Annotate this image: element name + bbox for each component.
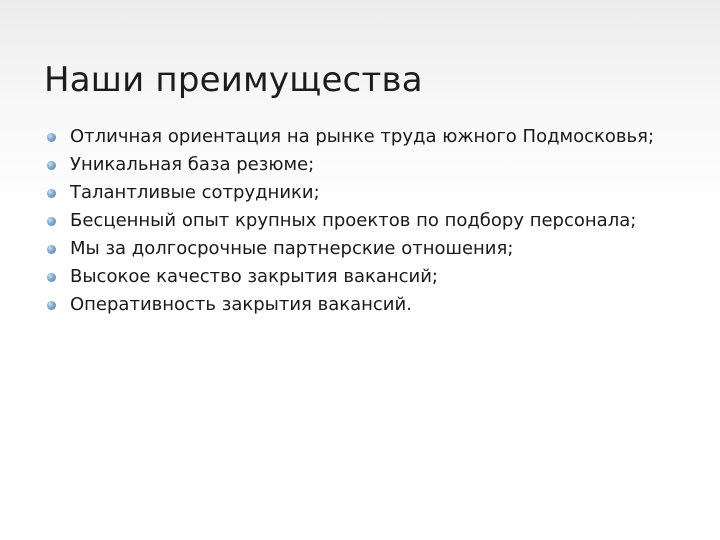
bullet-text: Уникальная база резюме; — [70, 154, 315, 175]
bullet-dot-icon — [47, 133, 56, 142]
bullet-dot-icon — [47, 161, 56, 170]
bullet-dot-icon — [47, 245, 56, 254]
bullet-item — [44, 181, 704, 205]
bullet-item — [44, 125, 704, 149]
bullet-text: Отличная ориентация на рынке труда южного Подмосковья; — [70, 126, 655, 147]
bullet-dot-icon — [47, 189, 56, 198]
bullet-text: Талантливые сотрудники; — [70, 182, 320, 203]
bullet-text: Оперативность закрытия вакансий. — [70, 294, 412, 315]
bullet-item — [44, 293, 704, 317]
bullet-text: Высокое качество закрытия вакансий; — [70, 266, 438, 287]
bullet-item — [44, 265, 704, 289]
bullet-item — [44, 209, 704, 233]
bullet-dot-icon — [47, 273, 56, 282]
bullet-list — [44, 125, 704, 321]
slide-title: Наши преимущества — [44, 60, 423, 100]
bullet-dot-icon — [47, 301, 56, 310]
bullet-text: Бесценный опыт крупных проектов по подбору персонала; — [70, 210, 637, 231]
bullet-item — [44, 153, 704, 177]
bullet-dot-icon — [47, 217, 56, 226]
bullet-text: Мы за долгосрочные партнерские отношения; — [70, 238, 514, 259]
bullet-item — [44, 237, 704, 261]
